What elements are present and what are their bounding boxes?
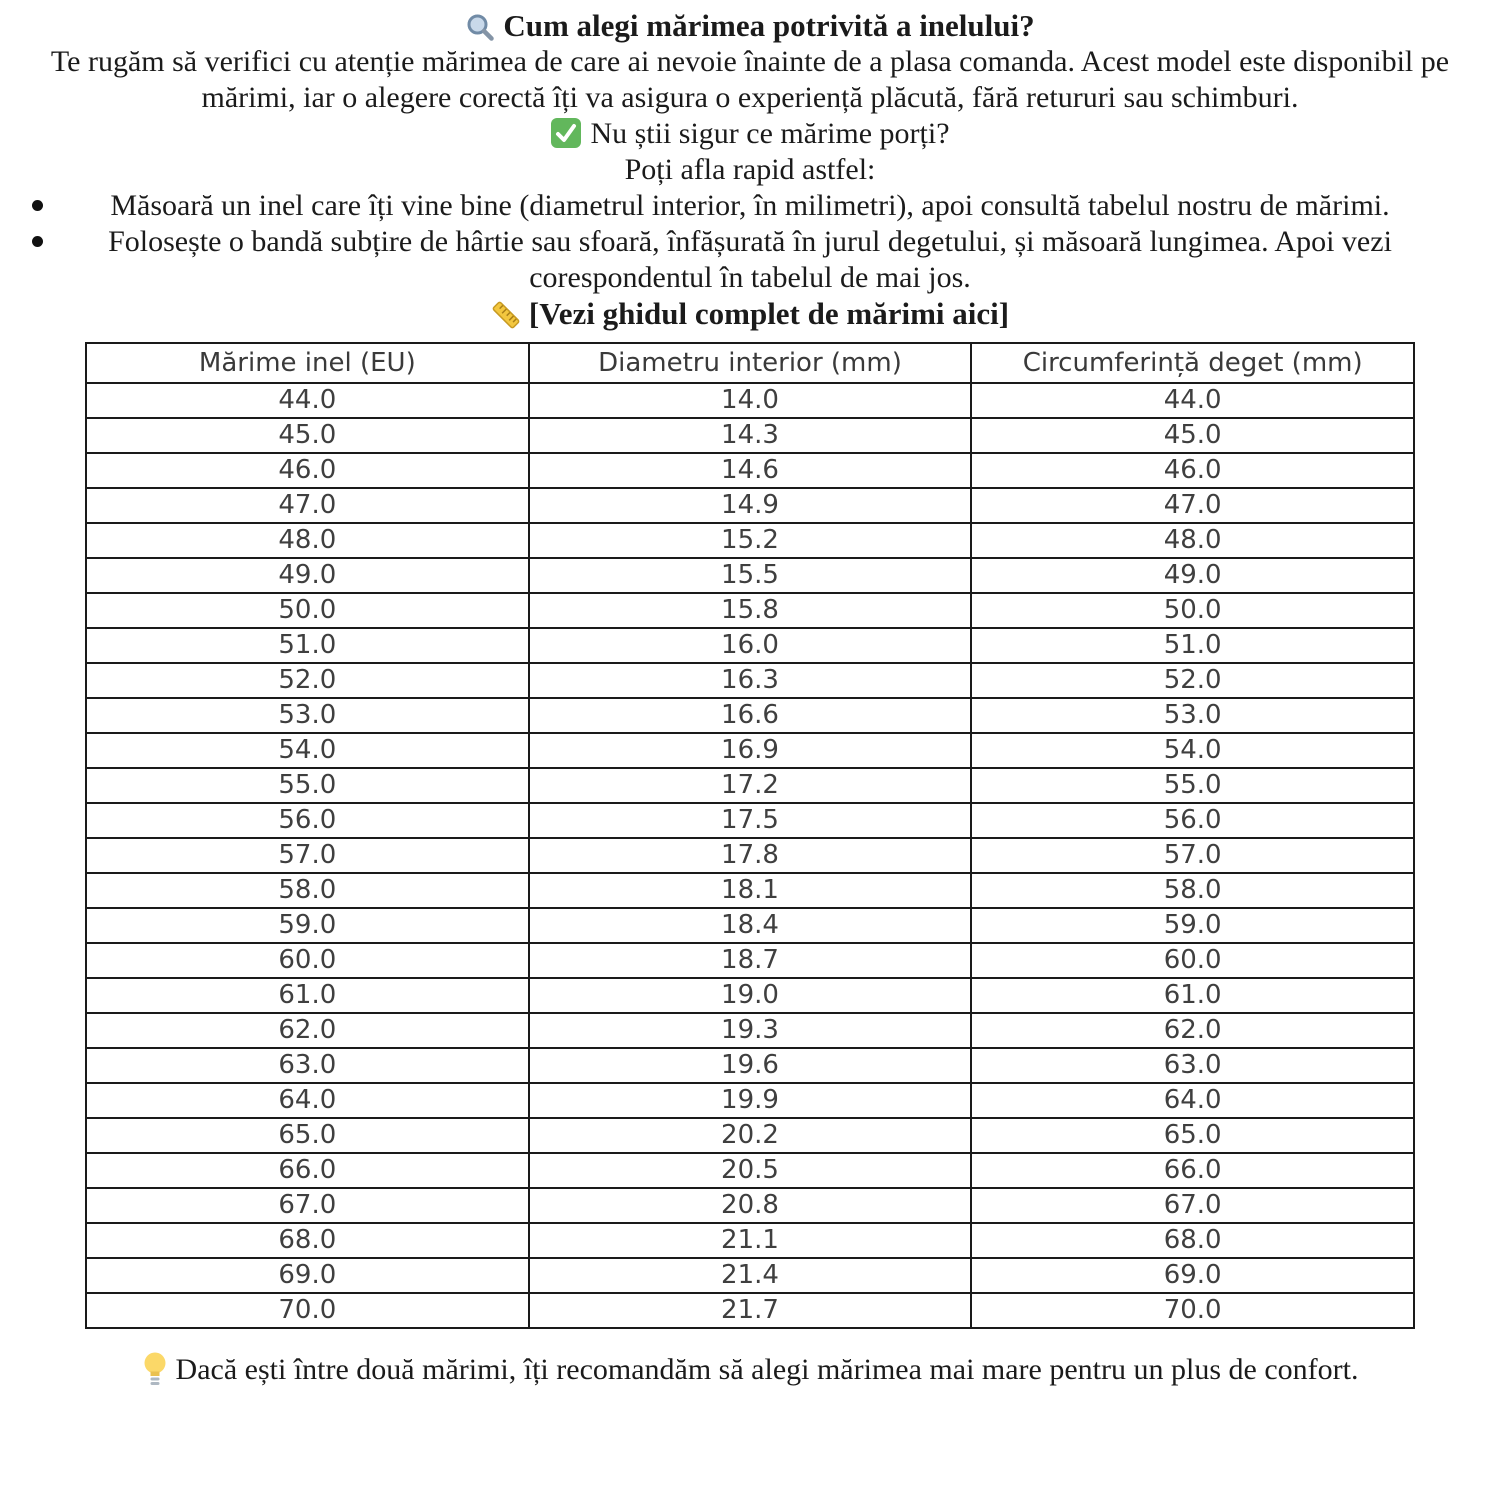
table-cell: 68.0 (971, 1223, 1414, 1258)
table-cell: 70.0 (971, 1293, 1414, 1328)
table-cell: 60.0 (86, 943, 529, 978)
table-cell: 45.0 (971, 418, 1414, 453)
table-cell: 44.0 (971, 383, 1414, 418)
table-cell: 16.6 (529, 698, 972, 733)
subtitle: Poți afla rapid astfel: (624, 153, 876, 186)
bullet-item-measure-ring (0, 188, 1500, 224)
comfort-tip-text: Dacă ești între două mărimi, îți recomandăm să alegi mărimea mai mare pentru un plus de confort. (175, 1353, 1359, 1386)
table-cell: 59.0 (971, 908, 1414, 943)
table-row (86, 488, 1414, 523)
lightbulb-icon (142, 1351, 168, 1389)
size-question: Nu știi sigur ce mărime porți? (590, 117, 950, 150)
table-cell: 64.0 (971, 1083, 1414, 1118)
table-cell: 60.0 (971, 943, 1414, 978)
ring-size-table (85, 342, 1415, 1329)
table-cell: 48.0 (86, 523, 529, 558)
table-cell: 56.0 (971, 803, 1414, 838)
table-cell: 18.4 (529, 908, 972, 943)
intro-paragraph: Te rugăm să verifici cu atenție mărimea de care ai nevoie înainte de a plasa comanda. Acest model este disponibil pe mărimi, iar o alegere corectă îți va asigura o experiență plăcută, fără retururi sau schimburi. (50, 45, 1450, 114)
table-cell: 54.0 (971, 733, 1414, 768)
column-header-finger-circumference: Circumferință deget (mm) (971, 343, 1414, 383)
table-cell: 47.0 (86, 488, 529, 523)
table-cell: 14.3 (529, 418, 972, 453)
table-cell: 14.9 (529, 488, 972, 523)
table-cell: 21.4 (529, 1258, 972, 1293)
table-row (86, 803, 1414, 838)
table-row (86, 383, 1414, 418)
table-cell: 56.0 (86, 803, 529, 838)
table-cell: 14.0 (529, 383, 972, 418)
table-cell: 49.0 (86, 558, 529, 593)
table-cell: 16.3 (529, 663, 972, 698)
table-cell: 44.0 (86, 383, 529, 418)
table-cell: 15.8 (529, 593, 972, 628)
table-cell: 66.0 (86, 1153, 529, 1188)
table-cell: 64.0 (86, 1083, 529, 1118)
table-cell: 53.0 (86, 698, 529, 733)
table-cell: 61.0 (86, 978, 529, 1013)
table-cell: 61.0 (971, 978, 1414, 1013)
table-cell: 15.5 (529, 558, 972, 593)
table-cell: 19.3 (529, 1013, 972, 1048)
checkmark-icon (550, 117, 582, 149)
table-cell: 58.0 (86, 873, 529, 908)
page-title: Cum alegi mărimea potrivită a inelului? (503, 8, 1035, 43)
bullet-text: Folosește o bandă subțire de hârtie sau sfoară, înfășurată în jurul degetului, și măsoară lungimea. Apoi vezi corespondentul în tabelul de mai jos. (108, 225, 1392, 294)
table-cell: 17.2 (529, 768, 972, 803)
size-question-line (0, 116, 1500, 152)
table-row (86, 593, 1414, 628)
table-cell: 20.5 (529, 1153, 972, 1188)
table-cell: 62.0 (971, 1013, 1414, 1048)
table-cell: 45.0 (86, 418, 529, 453)
table-cell: 49.0 (971, 558, 1414, 593)
table-cell: 69.0 (86, 1258, 529, 1293)
table-cell: 68.0 (86, 1223, 529, 1258)
table-row (86, 1188, 1414, 1223)
bullet-item-measure-finger (0, 224, 1500, 296)
table-row (86, 663, 1414, 698)
page-title-line (0, 8, 1500, 44)
table-cell: 54.0 (86, 733, 529, 768)
ruler-icon (491, 300, 521, 330)
column-header-ring-size: Mărime inel (EU) (86, 343, 529, 383)
table-row (86, 558, 1414, 593)
table-cell: 63.0 (971, 1048, 1414, 1083)
table-row (86, 1153, 1414, 1188)
table-cell: 65.0 (971, 1118, 1414, 1153)
table-cell: 16.0 (529, 628, 972, 663)
table-row (86, 943, 1414, 978)
table-cell: 20.8 (529, 1188, 972, 1223)
table-cell: 70.0 (86, 1293, 529, 1328)
table-row (86, 453, 1414, 488)
table-cell: 21.1 (529, 1223, 972, 1258)
table-cell: 57.0 (971, 838, 1414, 873)
table-cell: 55.0 (971, 768, 1414, 803)
table-row (86, 628, 1414, 663)
table-cell: 48.0 (971, 523, 1414, 558)
table-cell: 15.2 (529, 523, 972, 558)
table-row (86, 733, 1414, 768)
table-cell: 18.7 (529, 943, 972, 978)
table-row (86, 418, 1414, 453)
table-row (86, 873, 1414, 908)
table-row (86, 1083, 1414, 1118)
table-row (86, 523, 1414, 558)
table-body (86, 383, 1414, 1328)
comfort-tip-line (0, 1351, 1500, 1389)
table-cell: 18.1 (529, 873, 972, 908)
table-cell: 46.0 (86, 453, 529, 488)
table-row (86, 908, 1414, 943)
table-cell: 65.0 (86, 1118, 529, 1153)
table-cell: 57.0 (86, 838, 529, 873)
table-cell: 59.0 (86, 908, 529, 943)
column-header-inner-diameter: Diametru interior (mm) (529, 343, 972, 383)
table-row (86, 1118, 1414, 1153)
table-row (86, 838, 1414, 873)
table-cell: 51.0 (86, 628, 529, 663)
bullet-text: Măsoară un inel care îți vine bine (diametrul interior, în milimetri), apoi consultă tabelul nostru de mărimi. (110, 189, 1390, 222)
magnifier-icon (465, 12, 495, 42)
size-guide-link-text[interactable]: [Vezi ghidul complet de mărimi aici] (528, 296, 1010, 331)
table-cell: 17.8 (529, 838, 972, 873)
table-cell: 53.0 (971, 698, 1414, 733)
table-cell: 19.6 (529, 1048, 972, 1083)
table-row (86, 1223, 1414, 1258)
bullet-marker (32, 236, 43, 247)
table-cell: 66.0 (971, 1153, 1414, 1188)
table-cell: 19.9 (529, 1083, 972, 1118)
table-cell: 55.0 (86, 768, 529, 803)
table-row (86, 1258, 1414, 1293)
table-cell: 47.0 (971, 488, 1414, 523)
table-row (86, 978, 1414, 1013)
table-cell: 52.0 (971, 663, 1414, 698)
table-cell: 50.0 (86, 593, 529, 628)
table-row (86, 1013, 1414, 1048)
table-cell: 63.0 (86, 1048, 529, 1083)
table-cell: 14.6 (529, 453, 972, 488)
size-guide-link-line[interactable] (0, 296, 1500, 332)
table-cell: 17.5 (529, 803, 972, 838)
table-cell: 52.0 (86, 663, 529, 698)
table-cell: 21.7 (529, 1293, 972, 1328)
table-cell: 67.0 (86, 1188, 529, 1223)
table-row (86, 1293, 1414, 1328)
table-cell: 46.0 (971, 453, 1414, 488)
bullet-marker (32, 200, 43, 211)
table-row (86, 698, 1414, 733)
table-cell: 69.0 (971, 1258, 1414, 1293)
table-cell: 19.0 (529, 978, 972, 1013)
table-cell: 67.0 (971, 1188, 1414, 1223)
table-cell: 58.0 (971, 873, 1414, 908)
table-cell: 16.9 (529, 733, 972, 768)
table-row (86, 1048, 1414, 1083)
table-row (86, 768, 1414, 803)
table-cell: 20.2 (529, 1118, 972, 1153)
table-header-row (86, 343, 1414, 383)
table-cell: 62.0 (86, 1013, 529, 1048)
table-cell: 50.0 (971, 593, 1414, 628)
table-cell: 51.0 (971, 628, 1414, 663)
